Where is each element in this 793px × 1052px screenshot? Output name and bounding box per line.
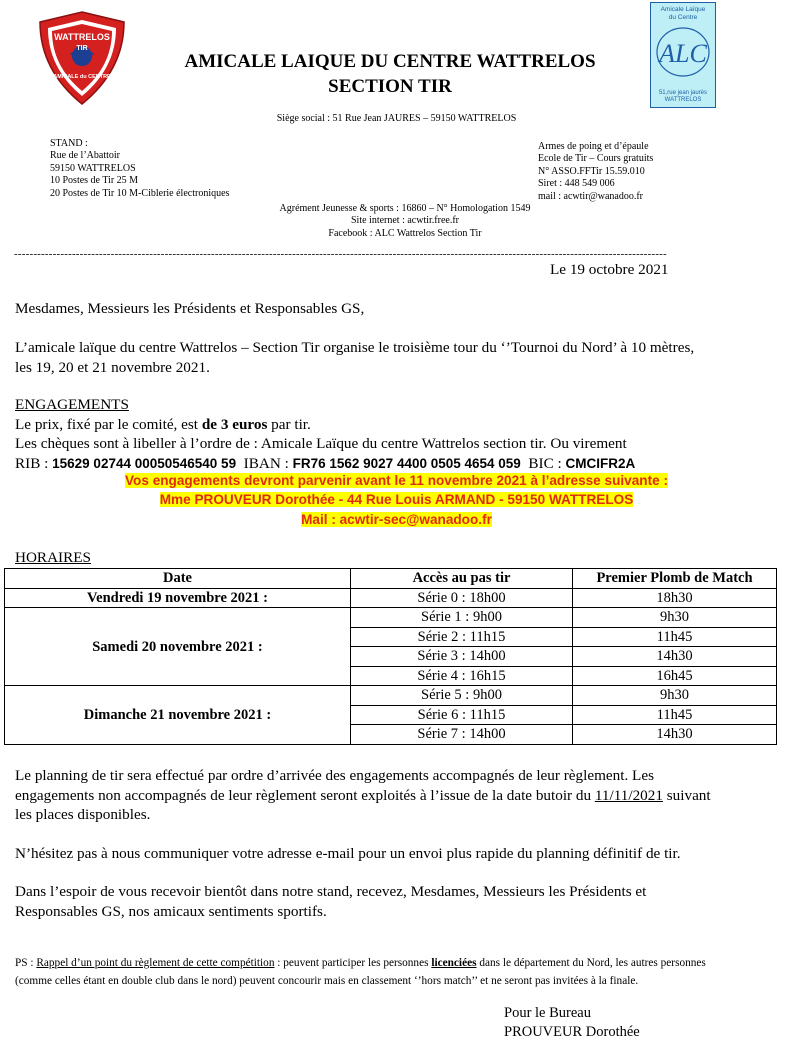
serie-cell: Série 5 : 9h00 — [351, 686, 573, 706]
rib-line: RIB : 15629 02744 00050546540 59 IBAN : FR76 1562 9027 4400 0505 4654 059 BIC : CMCIFR2A — [15, 454, 636, 472]
letter-date: Le 19 octobre 2021 — [550, 261, 669, 278]
club-info: Armes de poing et d’épaule Ecole de Tir – Cours gratuits N° ASSO.FFTir 15.59.010 Siret : 448 549 006 mail : acwtir@wanadoo.fr — [538, 141, 654, 202]
agrement-info: Agrément Jeunesse & sports : 16860 – N° Homologation 1549 Site internet : acwtir.free.fr Facebook : ALC Wattrelos Section Tir — [279, 203, 531, 239]
logo-left-word1: WATTRELOS — [54, 32, 110, 42]
table-row — [5, 608, 777, 628]
serie-cell: Série 4 : 16h15 — [351, 666, 573, 686]
engagements-heading: ENGAGEMENTS — [15, 396, 129, 413]
stand-info: STAND : Rue de l’Abattoir 59150 WATTRELOS 10 Postes de Tir 25 M 20 Postes de Tir 10 M-Ciblerie électroniques — [50, 138, 230, 199]
alc-monogram — [651, 22, 715, 82]
col-premier-plomb: Premier Plomb de Match — [573, 569, 777, 589]
table-row — [5, 686, 777, 706]
engagements-section — [15, 395, 785, 473]
siege-social: Siège social : 51 Rue Jean JAURES – 59150 WATTRELOS — [276, 113, 517, 124]
page-title-line1: AMICALE LAIQUE DU CENTRE WATTRELOS — [184, 51, 596, 72]
logo-right-bottom: 51,rue jean jaurès WATTRELOS — [658, 90, 708, 103]
serie-cell: Série 3 : 14h00 — [351, 647, 573, 667]
salutation: Mesdames, Messieurs les Présidents et Responsables GS, — [15, 300, 365, 317]
cheques-line: Les chèques sont à libeller à l’ordre de : Amicale Laïque du centre Wattrelos section tir. Ou virement — [15, 435, 627, 453]
price-line: Le prix, fixé par le comité, est de 3 euros par tir. — [15, 415, 311, 433]
email-note: N’hésitez pas à nous communiquer votre adresse e-mail pour un envoi plus rapide du planning définitif de tir. — [15, 845, 681, 862]
table-header-row — [5, 569, 777, 589]
logo-left-word3: AMICALE du CENTRE — [53, 74, 111, 80]
serie-cell: Série 2 : 11h15 — [351, 627, 573, 647]
rule-reminder: Rappel d’un point du règlement de cette compétition — [36, 957, 275, 969]
serie-cell: Série 7 : 14h00 — [351, 725, 573, 745]
page-title-line2: SECTION TIR — [328, 76, 452, 97]
serie-cell: Série 0 : 18h00 — [351, 588, 573, 608]
separator-line: ------------------------------------------------------------------------------------------------------------------------------------------------------------------------- — [14, 248, 667, 260]
horaires-heading: HORAIRES — [15, 549, 91, 566]
plomb-cell: 14h30 — [573, 647, 777, 667]
closing-paragraph: Dans l’espoir de vous recevoir bientôt dans notre stand, recevez, Mesdames, Messieurs les Présidents et Responsables GS, nos amicaux sentiments sportifs. — [15, 883, 647, 920]
club-logo-left — [34, 10, 130, 106]
plomb-cell: 14h30 — [573, 725, 777, 745]
plomb-cell: 18h30 — [573, 588, 777, 608]
plomb-cell: 11h45 — [573, 627, 777, 647]
plomb-cell: 9h30 — [573, 686, 777, 706]
col-acces: Accès au pas tir — [351, 569, 573, 589]
day-label: Dimanche 21 novembre 2021 : — [5, 686, 351, 745]
serie-cell: Série 6 : 11h15 — [351, 705, 573, 725]
serie-cell: Série 1 : 9h00 — [351, 608, 573, 628]
signature: Pour le Bureau PROUVEUR Dorothée — [504, 1005, 640, 1040]
svg-text:ALC: ALC — [659, 39, 707, 68]
day-label: Samedi 20 novembre 2021 : — [5, 608, 351, 686]
ps-note: PS : Rappel d’un point du règlement de cette compétition : peuvent participer les personnes licenciées dans le département du Nord, les autres personnes (comme celles étant en double club dans le nord) peuvent concourir mais en classement ‘’hors match’’ et ne seront pas invitées à la finale. — [15, 957, 706, 987]
deadline-date: 11/11/2021 — [594, 786, 663, 804]
plomb-cell: 9h30 — [573, 608, 777, 628]
logo-right-top: Amicale Laïque du Centre — [660, 6, 706, 21]
address-highlight: Vos engagements devront parvenir avant le 11 novembre 2021 à l’adresse suivante : Mme PROUVEUR Dorothée - 44 Rue Louis ARMAND - 59150 WATTRELOS Mail : acwtir-sec@wanadoo.fr — [125, 473, 668, 527]
plomb-cell: 16h45 — [573, 666, 777, 686]
intro-paragraph: L’amicale laïque du centre Wattrelos – Section Tir organise le troisième tour du ‘’Tournoi du Nord’ à 10 mètres, les 19, 20 et 21 novembre 2021. — [15, 339, 695, 376]
schedule-table — [4, 568, 777, 745]
table-row — [5, 588, 777, 608]
logo-left-word2: TIR — [76, 45, 88, 52]
col-date: Date — [5, 569, 351, 589]
club-logo-right — [650, 2, 716, 108]
plomb-cell: 11h45 — [573, 705, 777, 725]
day-label: Vendredi 19 novembre 2021 : — [5, 588, 351, 608]
planning-paragraph: Le planning de tir sera effectué par ordre d’arrivée des engagements accompagnés de leur règlement. Les engagements non accompagnés de leur règlement seront exploités à l’issue de la date butoir du 11/11/2021 suivant les places disponibles. — [15, 767, 711, 824]
